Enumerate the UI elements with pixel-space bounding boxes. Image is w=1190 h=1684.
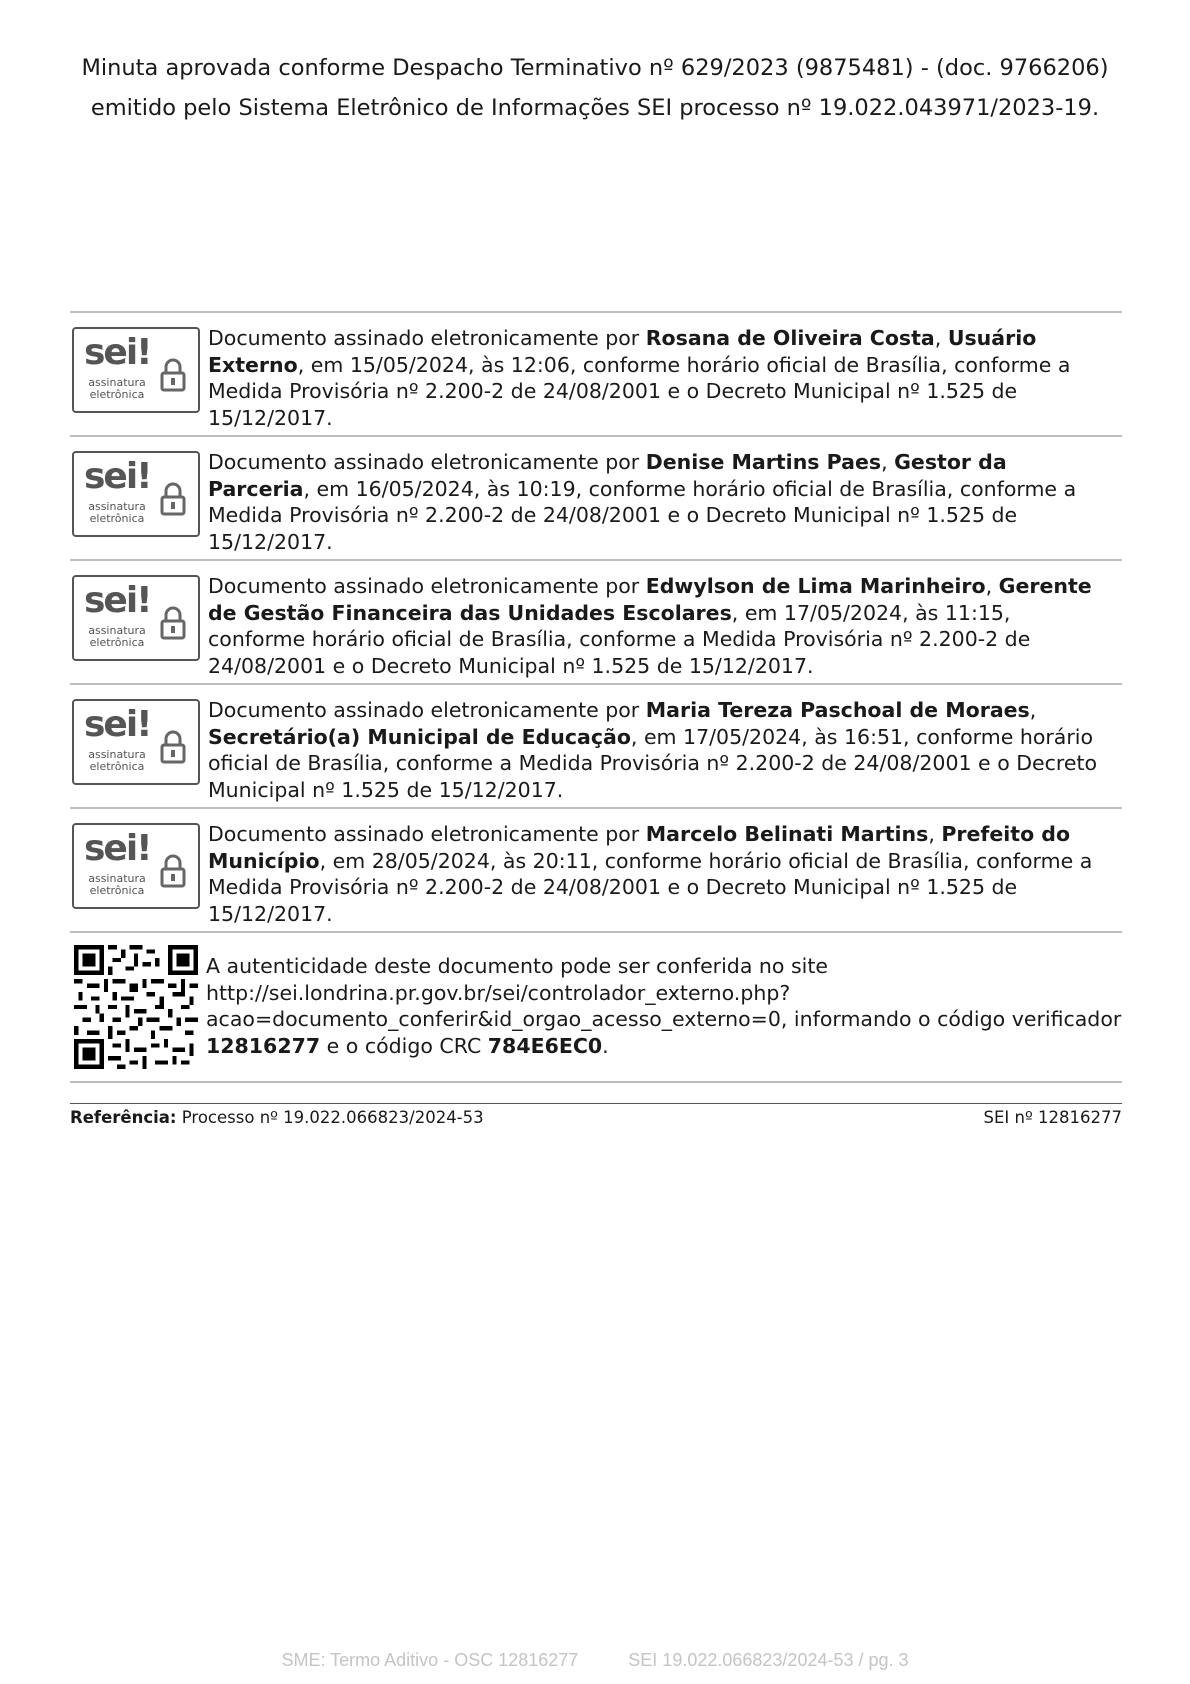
lock-icon (158, 605, 188, 641)
qr-code-icon (74, 945, 198, 1069)
seal-logo-text: sei! (84, 456, 151, 497)
lock-icon (158, 729, 188, 765)
signature-row (70, 809, 1122, 933)
sei-signature-seal-icon (72, 575, 200, 661)
header-line-approval: Minuta aprovada conforme Despacho Terminativo nº 629/2023 (9875481) - (doc. 9766206) (81, 55, 1109, 81)
lock-icon (158, 481, 188, 517)
verification-row (70, 933, 1122, 1083)
reference-process: Referência: Processo nº 19.022.066823/2024-53 (70, 1108, 484, 1127)
seal-logo-text: sei! (84, 828, 151, 869)
lock-icon (158, 853, 188, 889)
signature-row (70, 313, 1122, 437)
signature-text: Documento assinado eletronicamente por Maria Tereza Paschoal de Moraes, Secretário(a) Municipal de Educação, em 17/05/2024, às 16:51, conforme horário oficial de Brasília, conforme a Medida Provisória nº 2.200-2 de 24/08/2001 e o Decreto Municipal nº 1.525 de 15/12/2017. (208, 698, 1098, 802)
seal-subtitle: assinatura eletrônica (88, 624, 146, 649)
signature-text: Documento assinado eletronicamente por Denise Martins Paes, Gestor da Parceria, em 16/05/2024, às 10:19, conforme horário oficial de Brasília, conforme a Medida Provisória nº 2.200-2 de 24/08/2001 e o Decreto Municipal nº 1.525 de 15/12/2017. (208, 450, 1077, 554)
signature-text: Documento assinado eletronicamente por Rosana de Oliveira Costa, Usuário Externo, em 15/05/2024, às 12:06, conforme horário oficial de Brasília, conforme a Medida Provisória nº 2.200-2 de 24/08/2001 e o Decreto Municipal nº 1.525 de 15/12/2017. (208, 326, 1071, 430)
seal-subtitle: assinatura eletrônica (88, 376, 146, 401)
crc-code: 784E6EC0 (487, 1033, 603, 1058)
sei-signature-seal-icon (72, 451, 200, 537)
sei-number: SEI nº 12816277 (983, 1108, 1122, 1127)
seal-subtitle: assinatura eletrônica (88, 872, 146, 897)
signer-role: Prefeito do Município (208, 822, 1071, 873)
signer-role: Gerente de Gestão Financeira das Unidades Escolares (208, 574, 1092, 625)
sei-signature-seal-icon (72, 823, 200, 909)
signature-row (70, 561, 1122, 685)
signer-role: Secretário(a) Municipal de Educação (208, 724, 631, 749)
page-footer (0, 1650, 1190, 1671)
signature-text: Documento assinado eletronicamente por Edwylson de Lima Marinheiro, Gerente de Gestão Financeira das Unidades Escolares, em 17/05/2024, às 11:15, conforme horário oficial de Brasília, conforme a Medida Provisória nº 2.200-2 de 24/08/2001 e o Decreto Municipal nº 1.525 de 15/12/2017. (208, 574, 1092, 678)
signer-name: Edwylson de Lima Marinheiro (645, 574, 986, 598)
signature-table (70, 311, 1122, 1083)
sei-signature-seal-icon (72, 327, 200, 413)
signer-name: Rosana de Oliveira Costa (645, 326, 935, 350)
lock-icon (158, 357, 188, 393)
document-header (80, 54, 1110, 134)
signature-row (70, 685, 1122, 809)
verification-text: A autenticidade deste documento pode ser conferida no site http://sei.londrina.pr.gov.br/sei/controlador_externo.php?acao=documento_conferir&id_orgao_acesso_externo=0, informando o código verificador 12816277 e o código CRC 784E6EC0. (206, 954, 1122, 1058)
signature-row (70, 437, 1122, 561)
verification-code: 12816277 (206, 1033, 321, 1058)
seal-subtitle: assinatura eletrônica (88, 500, 146, 525)
footer-document-title: SME: Termo Aditivo - OSC 12816277 (281, 1650, 579, 1670)
seal-logo-text: sei! (84, 580, 151, 621)
seal-subtitle: assinatura eletrônica (88, 748, 146, 773)
footer-page-info: SEI 19.022.066823/2024-53 / pg. 3 (628, 1650, 909, 1670)
signer-name: Denise Martins Paes (645, 450, 882, 474)
signature-text: Documento assinado eletronicamente por Marcelo Belinati Martins, Prefeito do Município, em 28/05/2024, às 20:11, conforme horário oficial de Brasília, conforme a Medida Provisória nº 2.200-2 de 24/08/2001 e o Decreto Municipal nº 1.525 de 15/12/2017. (208, 822, 1093, 926)
sei-signature-seal-icon (72, 699, 200, 785)
signer-role: Gestor da Parceria (208, 450, 1007, 501)
seal-logo-text: sei! (84, 332, 151, 373)
reference-bar (70, 1103, 1122, 1127)
signer-role: Usuário Externo (208, 326, 1037, 377)
signer-name: Marcelo Belinati Martins (645, 822, 929, 846)
seal-logo-text: sei! (84, 704, 151, 745)
header-line-issuer: emitido pelo Sistema Eletrônico de Informações SEI processo nº 19.022.043971/2023-19. (90, 95, 1100, 121)
signer-name: Maria Tereza Paschoal de Moraes (645, 698, 1030, 722)
